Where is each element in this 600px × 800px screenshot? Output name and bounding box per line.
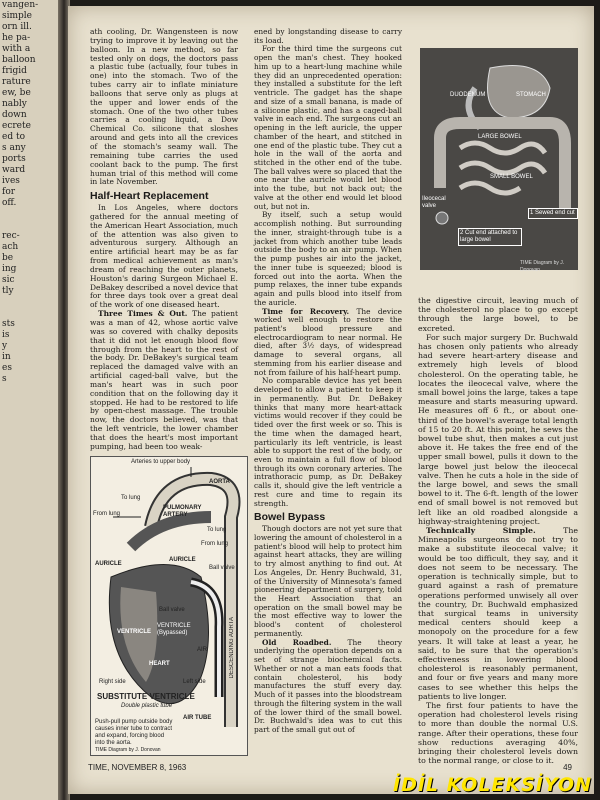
- label-substitute-ventricle: SUBSTITUTE VENTRICLE: [97, 692, 195, 701]
- note-2: [458, 228, 522, 246]
- paragraph: In Los Angeles, where doctors gathered for the annual meeting of the American Heart Association, much of the attention was also given to adventurous surgery. Although an entire artificial heart may be as far from medical achievement as man's dream of reaching the outer planets, Houston's daring Surgeon Michael E. DeBakey described a novel device that for three days took over a great deal of the work of one diseased heart.: [90, 203, 238, 310]
- label-auricle-right: AURICLE: [95, 561, 122, 567]
- facing-page-line: balloon: [2, 55, 36, 65]
- facing-page-line: es: [2, 363, 12, 373]
- note-1-text: Sewed end cut: [535, 210, 575, 216]
- heart-diagram-svg: [91, 457, 247, 755]
- watermark: İDİL KOLEKSİYON: [393, 774, 592, 796]
- facing-page-line: off.: [2, 198, 17, 208]
- facing-page-line: sic: [2, 275, 15, 285]
- paragraph: The device worked well enough to restore the patient's blood pressure and electrocardiogram to near normal. He died, after 3½ days, of widespread damage to several organs, all stemming from his earlier disease and not from failure of his half-heart pump.: [254, 306, 402, 377]
- paragraph: No comparable device has yet been developed to allow a patient to keep it in permanently. But Dr. DeBakey thinks that many more heart-attack victims would recover if they could be tided over the first week or so. This is the time when the damaged heart, particularly its left ventricle, is least able to support the rest of the body, or even to maintain a full flow of blood through its own coronary arteries. The intrathoracic pump, as Dr. DeBakey calls it, should give the left ventricle a rest cure and time to regain its strength.: [254, 376, 402, 508]
- label-auricle-left: AURICLE: [169, 557, 196, 563]
- paragraph: The Minneapolis surgeons do not try to make a substitute ileocecal valve; it would be too difficult, they say, and it does not seem to be necessary. The operation is technically simple, but to guard against a rash of premature operations performed unwisely all over the country, Dr. Buchwald emphasized that surgical teams in university medical centers should keep a monopoly on the procedure for a few years. It will take at least a year, he said, to be sure that the operation's effectiveness in lowering blood cholesterol is reasonably permanent, and four or five years and many more cases to see whether this helps the patients to live longer.: [418, 526, 578, 701]
- facing-page-line: is: [2, 330, 10, 340]
- paragraph: For the third time the surgeons cut open the man's chest. They hooked him up to a heart-lung machine while they did an unprecedented operation: they installed a substitute for the left ventricle. The gadget has the shape and size of a small banana, is made of a silicone plastic, and has a caged-ball valve in each end. The surgeons cut an opening in the left auricle, the upper chamber of the heart, and stitched in one end of the plastic tube. They cut a hole in the wall of the aorta and stitched in the other end of the tube. The ball valves were so placed that the one near the auricle would let blood into the tube, but not back out; the valve at the other end would let blood out, but not in.: [254, 44, 402, 211]
- paragraph: the digestive circuit, leaving much of the cholesterol no place to go except through the large bowel, to be excreted.: [418, 296, 578, 333]
- pulmonary-artery: [131, 517, 211, 547]
- label-duodenum: DUODENUM: [450, 92, 486, 98]
- label-ball-valve-2: Ball valve: [159, 607, 185, 613]
- facing-page-line: ew, be: [2, 88, 31, 98]
- label-aorta: AORTA: [209, 479, 230, 485]
- facing-page-line: rature: [2, 77, 31, 87]
- paragraph: ened by longstanding disease to carry its load.: [254, 27, 402, 45]
- facing-page-line: ing: [2, 264, 17, 274]
- facing-page-line: with a: [2, 44, 31, 54]
- label-to-lung: To lung: [121, 495, 141, 501]
- label-from-lung: From lung: [93, 511, 121, 517]
- label-arteries: Arteries to upper body: [131, 459, 191, 465]
- heading-half-heart: Half-Heart Replacement: [90, 190, 209, 203]
- figure1-caption: Push-pull pump outside body causes inner tube to contract and expand, forcing blood into the aorta.: [95, 719, 173, 746]
- runin-heading: Old Roadbed.: [262, 637, 332, 647]
- label-ileocecal: Ileocecal valve: [422, 196, 446, 209]
- facing-page-line: vangen-: [2, 0, 39, 10]
- facing-page-edge: [0, 0, 62, 800]
- column-1: [90, 28, 238, 452]
- facing-page-line: nably: [2, 99, 27, 109]
- footer-date: TIME, NOVEMBER 8, 1963: [88, 763, 187, 772]
- label-to-lung-2: To lung: [207, 527, 227, 533]
- note-1: [528, 208, 578, 219]
- facing-page-line: be: [2, 253, 14, 263]
- paragraph: The theory underlying the operation depends on a set of strange biochemical facts. Whether or not a man eats foods that contain cholesterol, his body manufactures the stuff every day. Much of it passes into the bloodstream through the filtering system in the wall of the lower third of the small bowel. Dr. Buchwald's idea was to cut this part of the small gut out of: [254, 637, 402, 735]
- paragraph: The patient was a man of 42, whose aortic valve was so covered with chalky deposits that it did not let enough blood flow through from the heart to the rest of the body. Dr. DeBakey's surgical team replaced the damaged valve with an artificial caged-ball valve, but the man's heart was in such poor condition that on the following day it stopped. He had to be restored to life by open-chest massage. The trouble now, the doctors believed, was that the left ventricle, the lower chamber that does the heart's most important pumping, had been too weak-: [90, 309, 239, 451]
- label-air: AIR: [197, 647, 208, 653]
- ileocecal-marker: [436, 212, 448, 224]
- bowel-diagram: [420, 48, 578, 273]
- facing-page-line: for: [2, 187, 16, 197]
- facing-page-line: [0, 209, 62, 220]
- small-bowel-shape: [460, 143, 545, 193]
- label-small-bowel: SMALL BOWEL: [490, 174, 533, 180]
- facing-page-line: ach: [2, 242, 19, 252]
- label-ball-valve: Ball valve: [209, 565, 235, 571]
- facing-page-line: ives: [2, 176, 20, 186]
- column-2: [254, 28, 402, 735]
- facing-page-line: he pa-: [2, 33, 31, 43]
- facing-page-line: ports: [2, 154, 26, 164]
- figure1-credit: TIME Diagram by J. Donovan: [95, 747, 161, 753]
- label-double-tube: Double plastic tube: [121, 703, 173, 709]
- heart-diagram: [90, 456, 248, 756]
- label-from-lung-2: From lung: [201, 541, 229, 547]
- runin-heading: Time for Recovery.: [262, 306, 350, 316]
- label-left-side: Left side: [183, 679, 206, 685]
- facing-page-line: [0, 297, 62, 308]
- label-ventricle: VENTRICLE: [117, 629, 152, 635]
- label-air-tube: AIR TUBE: [183, 715, 212, 721]
- label-right-side: Right side: [99, 679, 126, 685]
- label-large-bowel: LARGE BOWEL: [478, 134, 522, 140]
- paragraph: The first four patients to have the operation had cholesterol levels rising to more than double the normal U.S. range. After their operations, these four show reductions averaging 40%, bringing their cholesterol levels down to the normal range, or close to it.: [418, 700, 578, 766]
- facing-page-line: orn ill.: [2, 22, 32, 32]
- facing-page-line: tly: [2, 286, 14, 296]
- page-number: 49: [563, 763, 572, 772]
- intro-paragraph: ath cooling, Dr. Wangensteen is now trying to improve it by leaving out the balloon. In a new method, so far tested only on dogs, the doctors pass a plastic tube (actually, four tubes in one) into the stomach. Two of the tubes carry air to inflate miniature balloons that serve only as plugs at the upper and lower ends of the stomach. One of the two other tubes carries a cooling liquid, a Dow Chemical Co. silicone that sloshes around and gets into all the crevices of the stomach's seamy wall. The remaining tube carries the used coolant back to the pump. The first human trial of this method will come in late November.: [90, 27, 238, 187]
- facing-page-line: s: [2, 374, 7, 384]
- facing-page-line: simple: [2, 11, 32, 21]
- figure2-credit: TIME Diagram by J. Donovan: [520, 260, 565, 273]
- note-2-number: 2: [460, 230, 464, 236]
- label-stomach: STOMACH: [516, 92, 546, 98]
- facing-page-line: rec-: [2, 231, 20, 241]
- facing-page-line: [0, 220, 62, 231]
- paragraph: Though doctors are not yet sure that lowering the amount of cholesterol in a patient's blood will help to protect him against heart attacks, they are willing to try almost anything to find out. At Los Angeles, Dr. Henry Buchwald, 31, of the University of Minnesota's famed pioneering department of surgery, told the Heart Association that an operation on the small bowel may be the most effective way to lower the blood's content of cholesterol permanently.: [254, 524, 402, 638]
- runin-heading: Three Times & Out.: [98, 309, 188, 319]
- runin-heading: Technically Simple.: [426, 526, 536, 536]
- facing-page-line: frigid: [2, 66, 27, 76]
- label-heart: HEART: [149, 661, 170, 667]
- label-descending-aorta: DESCENDING AORTA: [229, 617, 235, 679]
- facing-page-line: ed to: [2, 132, 25, 142]
- note-1-number: 1: [530, 210, 534, 216]
- facing-page-line: s any: [2, 143, 26, 153]
- facing-page-line: down: [2, 110, 27, 120]
- facing-page-line: ward: [2, 165, 26, 175]
- paragraph: For such major surgery Dr. Buchwald has chosen only patients who already had severe heart-artery disease and extremely high levels of blood cholesterol. On the operating table, he locates the ileocecal valve, where the small bowel joins the large, takes a tape measure and starts measuring upward. He measures off 6 ft., or about one-third of the bowel's average total length of 15 to 20 ft. At this point, he sews the bowel tube shut, then makes a cut just above it. He takes the free end of the upper small bowel, pulls it down to the large bowel just below the ileocecal valve. Then he cuts a hole in the side of the large bowel, and sews the small bowel to it. The 6-ft. length of the lower end of small bowel is not removed but left like an old roadbed alongside a highway-straightening project.: [418, 332, 578, 526]
- facing-page-line: sts: [2, 319, 15, 329]
- facing-page-line: [0, 308, 62, 319]
- facing-page-line: in: [2, 352, 11, 362]
- label-ventricle-bypassed: VENTRICLE (Bypassed): [157, 623, 191, 636]
- label-pulmonary: PULMONARY ARTERY: [163, 505, 202, 518]
- facing-page-line: y: [2, 341, 8, 351]
- heading-bowel-bypass: Bowel Bypass: [254, 511, 326, 524]
- facing-page-line: ecrete: [2, 121, 31, 131]
- note-2-text: Cut end attached to large bowel: [460, 230, 518, 243]
- paragraph: By itself, such a setup would accomplish nothing. But surrounding the inner, straight-through tube is a jacket from which another tube leads outside the body to an air pump. When the pump pushes air into the jacket, the inner tube is squeezed; blood is forced out into the aorta. When the pump relaxes, the inner tube expands again and pulls blood into itself from the auricle.: [254, 210, 402, 307]
- magazine-page: [68, 6, 594, 794]
